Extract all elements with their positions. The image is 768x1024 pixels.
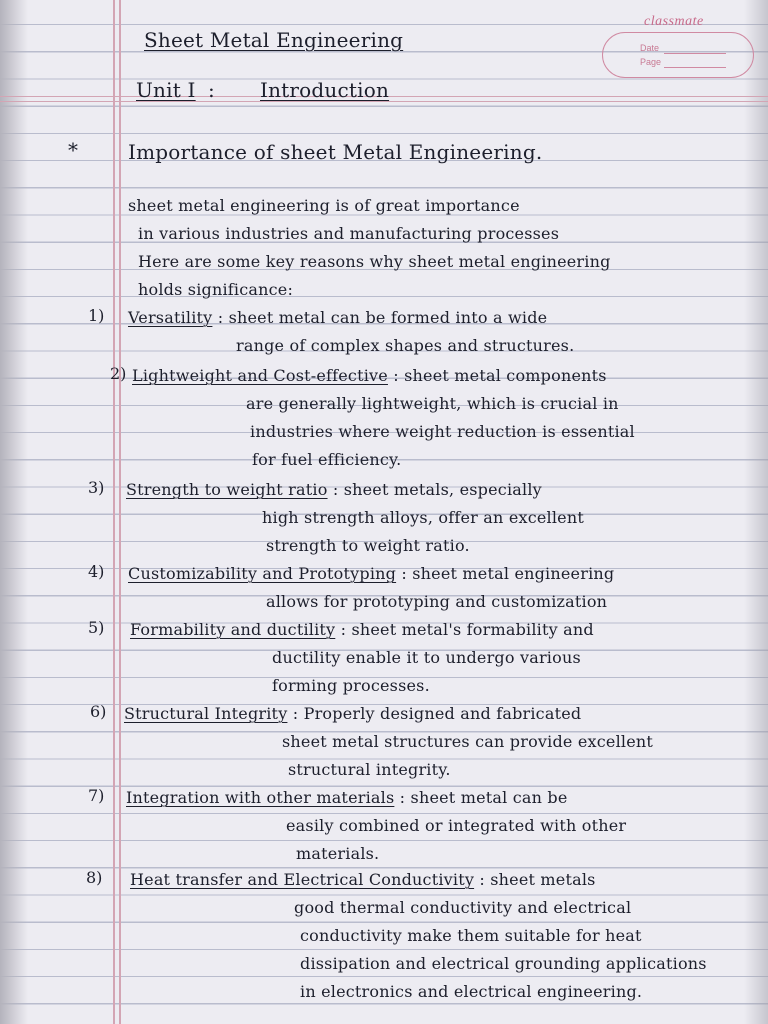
point-text: conductivity make them suitable for heat [300, 926, 642, 945]
point-text: structural integrity. [288, 760, 451, 779]
section-heading: Importance of sheet Metal Engineering. [128, 140, 543, 164]
point-title: Formability and ductility [130, 620, 336, 639]
point-text: are generally lightweight, which is crucial in [246, 394, 619, 413]
point-title-row: Formability and ductility : sheet metal's formability and [130, 620, 594, 639]
point-number: 4) [88, 562, 105, 581]
point-text: ductility enable it to undergo various [272, 648, 581, 667]
point-title: Structural Integrity [124, 704, 288, 723]
unit-label: Unit I [136, 78, 196, 102]
point-text: industries where weight reduction is essential [250, 422, 635, 441]
point-text: sheet metal can be [410, 788, 568, 807]
point-text: materials. [296, 844, 380, 863]
logo-oval [602, 32, 754, 78]
point-text: range of complex shapes and structures. [236, 336, 575, 355]
point-number: 8) [86, 868, 103, 887]
point-text: sheet metal's formability and [351, 620, 594, 639]
intro-line: Here are some key reasons why sheet metal engineering [138, 252, 611, 271]
point-number: 6) [90, 702, 107, 721]
point-text: sheet metals [490, 870, 596, 889]
point-text: for fuel efficiency. [252, 450, 402, 469]
point-number: 3) [88, 478, 105, 497]
margin-line-inner [119, 0, 121, 1024]
point-title: Integration with other materials [126, 788, 395, 807]
point-number: 1) [88, 306, 105, 325]
point-title: Strength to weight ratio [126, 480, 328, 499]
point-number: 2) [110, 364, 127, 383]
point-title-row: Customizability and Prototyping : sheet metal engineering [128, 564, 615, 583]
date-label: Date [640, 43, 660, 53]
unit-name: Introduction [260, 78, 390, 102]
point-number: 7) [88, 786, 105, 805]
intro-line: sheet metal engineering is of great importance [128, 196, 520, 215]
point-text: high strength alloys, offer an excellent [262, 508, 584, 527]
page-rule [664, 67, 726, 68]
date-rule [664, 53, 726, 54]
point-title: Versatility [128, 308, 213, 327]
point-title-row: Heat transfer and Electrical Conductivity : sheet metals [130, 870, 596, 889]
point-text: dissipation and electrical grounding applications [300, 954, 707, 973]
unit-separator: : [208, 78, 215, 102]
point-title: Lightweight and Cost-effective [132, 366, 388, 385]
page-label: Page [640, 57, 662, 67]
point-text: sheet metal structures can provide excellent [282, 732, 654, 751]
point-title-row: Strength to weight ratio : sheet metals, especially [126, 480, 542, 499]
point-text: strength to weight ratio. [266, 536, 470, 555]
point-text: sheet metal can be formed into a wide [228, 308, 548, 327]
point-number: 5) [88, 618, 105, 637]
point-text: forming processes. [272, 676, 430, 695]
page-fold-shadow [0, 0, 28, 1024]
margin-line [113, 0, 115, 1024]
intro-line: in various industries and manufacturing processes [138, 224, 560, 243]
point-title: Customizability and Prototyping [128, 564, 397, 583]
point-text: sheet metals, especially [343, 480, 542, 499]
point-text: easily combined or integrated with other [286, 816, 627, 835]
classmate-logo [602, 12, 762, 78]
page-edge-shadow [744, 0, 768, 1024]
point-title-row: Structural Integrity : Properly designed and fabricated [124, 704, 582, 723]
point-text: sheet metal engineering [412, 564, 615, 583]
point-title-row: Integration with other materials : sheet metal can be [126, 788, 568, 807]
point-title-row: Versatility : sheet metal can be formed into a wide [128, 308, 548, 327]
section-marker: * [68, 138, 79, 162]
point-text: allows for prototyping and customization [266, 592, 608, 611]
point-text: sheet metal components [404, 366, 607, 385]
point-text: good thermal conductivity and electrical [294, 898, 632, 917]
intro-line: holds significance: [138, 280, 294, 299]
point-title-row: Lightweight and Cost-effective : sheet metal components [132, 366, 607, 385]
point-title: Heat transfer and Electrical Conductivity [130, 870, 475, 889]
point-text: in electronics and electrical engineering. [300, 982, 643, 1001]
point-text: Properly designed and fabricated [303, 704, 582, 723]
page-title: Sheet Metal Engineering [144, 28, 404, 52]
logo-brand: classmate [644, 14, 704, 29]
